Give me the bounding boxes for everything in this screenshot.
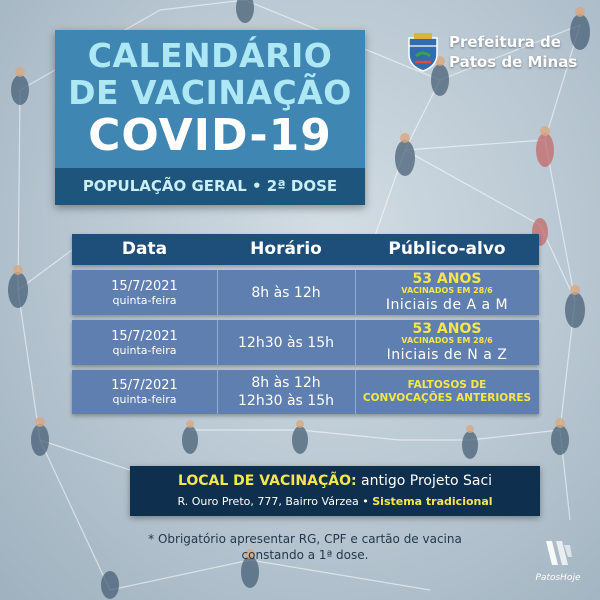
age-group: 53 ANOS bbox=[412, 270, 482, 287]
time-morning: 8h às 12h bbox=[251, 375, 321, 391]
title-line-3: COVID-19 bbox=[88, 110, 332, 161]
time-afternoon: 12h30 às 15h bbox=[238, 393, 334, 409]
audience-cell bbox=[355, 270, 539, 315]
faltosos-line-1: FALTOSOS DE bbox=[407, 379, 487, 391]
faltosos-line-2: CONVOCAÇÕES ANTERIORES bbox=[362, 392, 532, 404]
location-box bbox=[130, 466, 540, 516]
title-panel bbox=[55, 30, 365, 205]
location-system: Sistema tradicional bbox=[372, 495, 493, 508]
weekday: quinta-feira bbox=[112, 343, 177, 357]
date: 15/7/2021 bbox=[111, 378, 178, 393]
time-cell bbox=[217, 370, 355, 414]
table-row bbox=[72, 320, 539, 365]
time: 8h às 12h bbox=[251, 284, 321, 301]
table-row bbox=[72, 370, 539, 414]
credit-text: PatosHoje bbox=[535, 573, 581, 583]
table-header bbox=[72, 234, 539, 265]
logo-line-1: Prefeitura de bbox=[449, 33, 561, 51]
vaccinated-note: VACINADOS EM 28/6 bbox=[401, 335, 493, 345]
initials-range: Iniciais de N a Z bbox=[386, 346, 508, 363]
vaccinated-note: VACINADOS EM 28/6 bbox=[401, 285, 493, 295]
weekday: quinta-feira bbox=[112, 293, 177, 307]
date-cell bbox=[72, 370, 217, 414]
location-place: antigo Projeto Saci bbox=[361, 473, 493, 489]
coat-of-arms-icon bbox=[405, 32, 441, 72]
note-line-1: * Obrigatório apresentar RG, CPF e cartão de vacina bbox=[148, 532, 462, 546]
header-horario: Horário bbox=[250, 239, 322, 259]
requirements-note bbox=[140, 531, 470, 563]
initials-range: Iniciais de A a M bbox=[385, 296, 509, 313]
subtitle-bar: POPULAÇÃO GERAL • 2ª DOSE bbox=[55, 168, 365, 205]
logo-text bbox=[449, 32, 577, 72]
date: 15/7/2021 bbox=[111, 328, 178, 344]
time-cell bbox=[217, 270, 355, 315]
age-group: 53 ANOS bbox=[412, 320, 482, 337]
audience-cell bbox=[355, 370, 539, 414]
time: 12h30 às 15h bbox=[238, 334, 334, 351]
date-cell bbox=[72, 270, 217, 315]
weekday: quinta-feira bbox=[112, 393, 177, 406]
location-separator: • bbox=[362, 495, 369, 508]
location-address: R. Ouro Preto, 777, Bairro Várzea bbox=[177, 495, 359, 508]
logo-line-2: Patos de Minas bbox=[449, 53, 578, 71]
date: 15/7/2021 bbox=[111, 278, 178, 294]
note-line-2: constando a 1ª dose. bbox=[241, 548, 369, 562]
address-line bbox=[130, 495, 540, 508]
audience-cell bbox=[355, 320, 539, 365]
time-cell bbox=[217, 320, 355, 365]
location-line bbox=[130, 473, 540, 489]
header-publico-alvo: Público-alvo bbox=[388, 239, 506, 259]
table-row bbox=[72, 270, 539, 315]
location-label: LOCAL DE VACINAÇÃO: bbox=[177, 473, 357, 489]
header-data: Data bbox=[121, 239, 168, 259]
patoshoje-credit bbox=[528, 535, 588, 590]
patoshoje-logo-icon bbox=[542, 537, 574, 571]
title-line-2: DE VACINAÇÃO bbox=[68, 73, 352, 112]
title-line-1: CALENDÁRIO bbox=[87, 36, 333, 75]
date-cell bbox=[72, 320, 217, 365]
prefeitura-logo bbox=[405, 30, 585, 75]
